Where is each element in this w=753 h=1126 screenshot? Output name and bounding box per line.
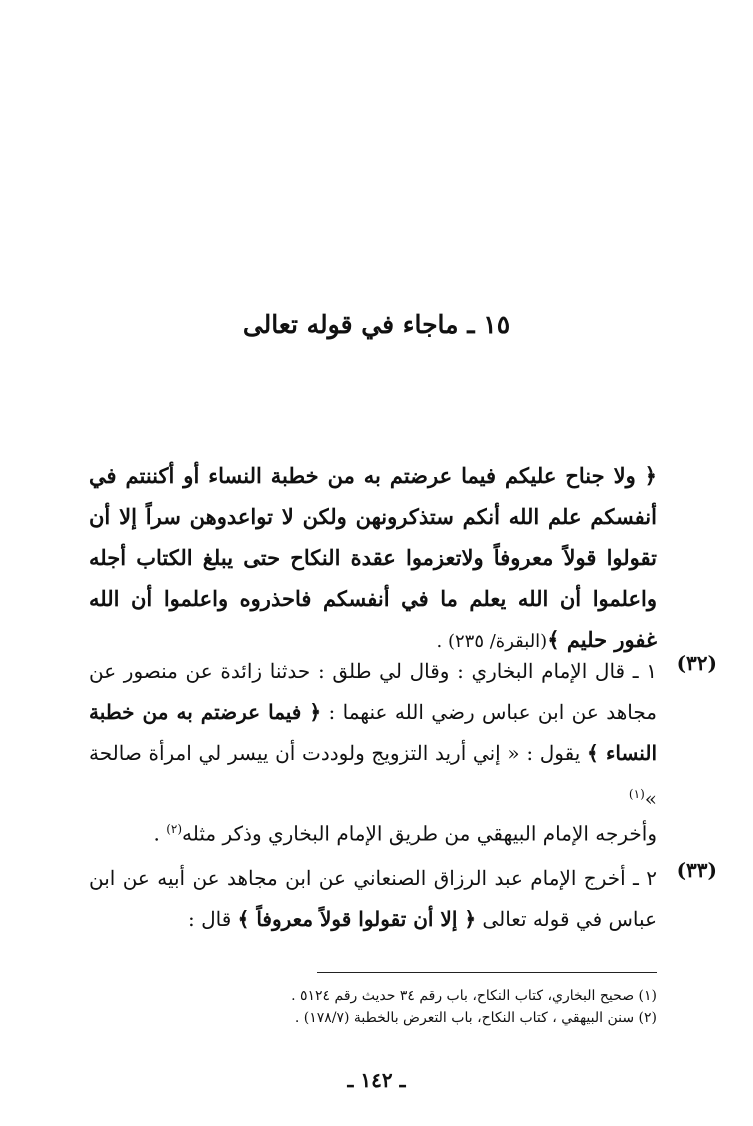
footnote-marker[interactable]: (٢) (166, 822, 183, 836)
footnotes (89, 985, 657, 1029)
footnote-marker[interactable]: (١) (628, 787, 645, 801)
narration-text-part: ١ ـ قال الإمام البخاري : وقال لي طلق : حدثنا زائدة عن منصور عن مجاهد عن ابن عباس رضي الله عنهما : (89, 659, 657, 724)
narration-33 (89, 858, 717, 940)
footnote-2: (٢) سنن البيهقي ، كتاب النكاح، باب التعرض بالخطبة (١٧٨/٧) . (294, 1010, 657, 1026)
narration-text-part: قال : (188, 907, 238, 931)
commentary-text: وأخرجه الإمام البيهقي من طريق الإمام البخاري وذكر مثله (182, 821, 657, 846)
narration-32 (89, 651, 717, 820)
footnote-divider (317, 972, 657, 973)
narration-number: (٣٣) (676, 858, 717, 882)
narration-number: (٣٢) (676, 651, 717, 675)
narration-text (89, 858, 657, 940)
section-heading: ١٥ ـ ماجاء في قوله تعالى (242, 310, 511, 339)
verse-reference: (البقرة/ ٢٣٥) . (436, 631, 548, 652)
narration-text-part: يقول : « إني أريد التزويج ولوددت أن ييسر لي امرأة صالحة » (89, 741, 657, 811)
narration-quote: ﴿ إلا أن تقولوا قولاً معروفاً ﴾ (237, 907, 477, 931)
footnote-1: (١) صحيح البخاري، كتاب النكاح، باب رقم ٣٤ حديث رقم ٥١٢٤ . (291, 988, 657, 1004)
commentary-paragraph (89, 812, 657, 851)
narration-quote: ﴿ فيما عرضتم به من خطبة النساء ﴾ (89, 700, 657, 765)
quran-verse-block (89, 455, 657, 662)
narration-text-part: ٢ ـ أخرج الإمام عبد الرزاق الصنعاني عن ابن مجاهد عن أبيه عن ابن عباس في قوله تعالى (89, 866, 657, 931)
commentary-end: . (153, 821, 167, 846)
verse-text: ﴿ ولا جناح عليكم فيما عرضتم به من خطبة النساء أو أكننتم في أنفسكم علم الله أنكم ستذكرونهن ولكن لا تواعدوهن سراً إلا أن تقولوا قولاً معروفاً ولاتعزموا عقدة النكاح حتى يبلغ الكتاب أجله واعلموا أن الله يعلم ما في أنفسكم فاحذروه واعلموا أن الله غفور حليم ﴾ (89, 463, 657, 652)
narration-text (89, 651, 657, 820)
page-number: ـ ١٤٢ ـ (347, 1068, 406, 1092)
